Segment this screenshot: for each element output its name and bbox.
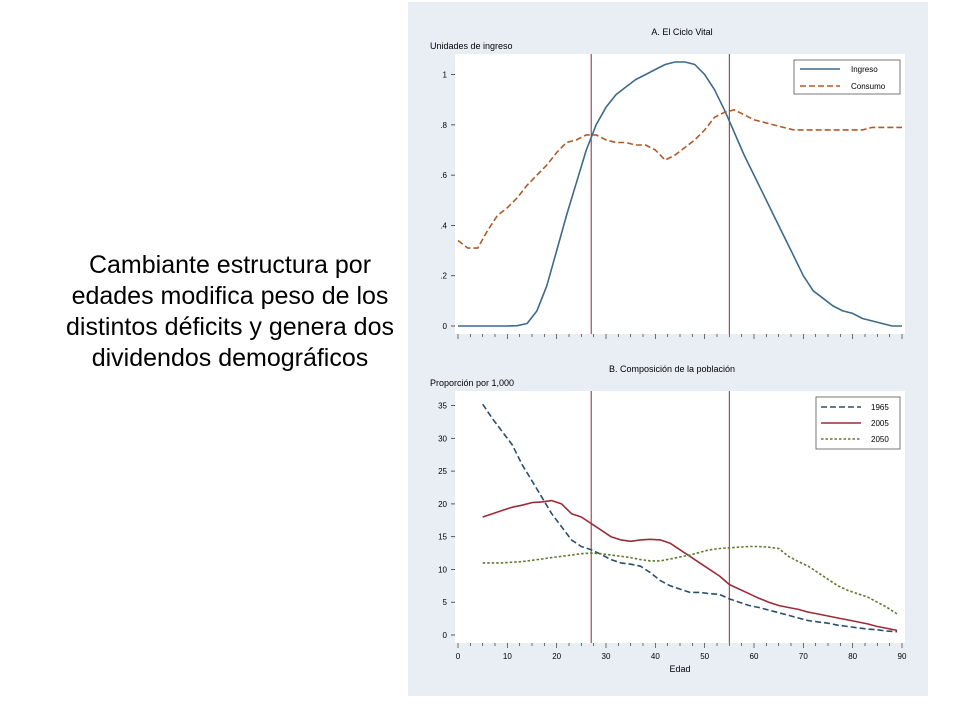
y-tick-label: .4 [440,221,447,231]
y-axis-label: Proporción por 1,000 [430,378,515,388]
x-tick-label: 90 [897,652,907,661]
legend-entry-2005: 2005 [871,419,889,428]
x-tick-label: 40 [650,652,660,661]
y-tick-label: 1 [442,70,447,80]
x-tick-label: 70 [798,652,808,661]
x-axis-label: Edad [669,664,691,674]
legend [816,397,900,449]
x-tick-label: 80 [848,652,858,661]
legend-entry-consumo: Consumo [851,82,886,91]
x-tick-label: 20 [552,652,562,661]
y-tick-label: 5 [442,598,447,608]
legend-entry-1965: 1965 [871,403,889,412]
y-tick-label: 25 [438,467,447,477]
charts-svg [408,2,928,696]
chart-population [430,364,907,674]
x-tick-label: 0 [455,652,461,661]
y-axis-label: Unidades de ingreso [430,41,513,51]
chart-life-cycle [430,27,905,339]
y-tick-label: 30 [438,434,447,444]
chart-panel [408,2,928,696]
x-tick-label: 30 [601,652,611,661]
legend-entry-2050: 2050 [871,435,889,444]
y-tick-label: 10 [438,565,447,575]
y-tick-label: .8 [440,120,447,130]
y-tick-label: .2 [440,271,447,281]
y-tick-label: 35 [438,401,447,411]
legend [794,60,900,94]
y-tick-label: 20 [438,499,447,509]
y-tick-label: 0 [442,631,447,640]
x-tick-label: 10 [502,652,512,661]
x-tick-label: 60 [749,652,759,661]
y-tick-label: 15 [438,532,447,542]
chart-title: B. Composición de la población [608,364,736,374]
y-tick-label: .6 [440,171,447,181]
slide-body-text: Cambiante estructura por edades modifica peso de los distintos déficits y genera dos dividendos demográficos [66,251,394,372]
legend-entry-ingreso: Ingreso [851,65,878,74]
x-tick-label: 50 [700,652,710,661]
plot-area [455,54,905,334]
y-tick-label: 0 [442,322,447,331]
chart-title: A. El Ciclo Vital [651,27,713,37]
